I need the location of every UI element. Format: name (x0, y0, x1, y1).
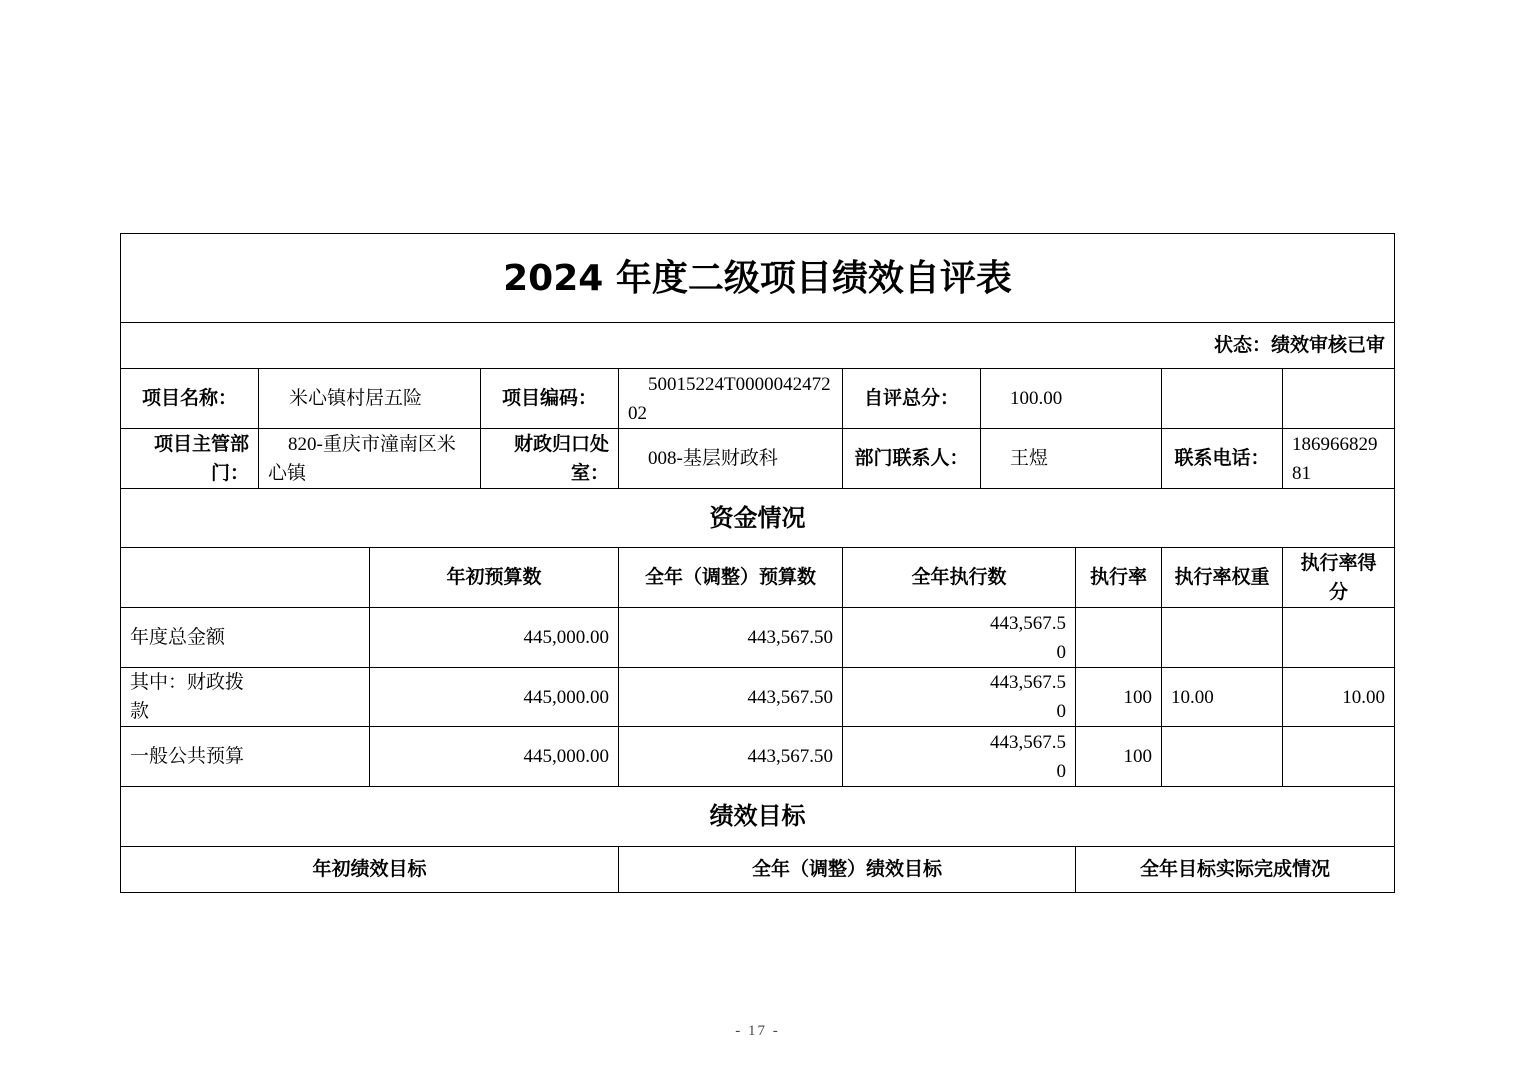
funds-row-executed: 443,567.50 (842, 607, 1076, 668)
funds-header-executed: 全年执行数 (842, 547, 1076, 608)
phone-label: 联系电话： (1161, 428, 1283, 489)
page-number: - 17 - (735, 1023, 780, 1039)
funds-row-score (1282, 726, 1395, 787)
funds-header-empty (120, 547, 370, 608)
funds-section-title: 资金情况 (120, 488, 1395, 548)
goals-header-adjusted: 全年（调整）绩效目标 (618, 846, 1076, 893)
self-score-label: 自评总分： (842, 368, 981, 429)
funds-header-initial: 年初预算数 (369, 547, 619, 608)
empty-cell (1161, 368, 1283, 429)
empty-cell (1282, 368, 1395, 429)
dept-label: 项目主管部门： (120, 428, 259, 489)
project-name-value: 米心镇村居五险 (258, 368, 481, 429)
funds-header-score: 执行率得分 (1282, 547, 1395, 608)
goals-header-actual: 全年目标实际完成情况 (1075, 846, 1395, 893)
project-name-label: 项目名称： (120, 368, 259, 429)
table-title: 2024 年度二级项目绩效自评表 (120, 233, 1395, 323)
performance-evaluation-table (120, 233, 1395, 893)
funds-row-executed: 443,567.50 (842, 667, 1076, 727)
goals-section-title: 绩效目标 (120, 786, 1395, 847)
funds-row-rate (1075, 607, 1162, 668)
funds-row-weight (1161, 726, 1283, 787)
funds-row-weight (1161, 607, 1283, 668)
funds-row-label: 一般公共预算 (120, 726, 370, 787)
funds-row-initial: 445,000.00 (369, 726, 619, 787)
funds-row-adjusted: 443,567.50 (618, 667, 843, 727)
funds-row-score (1282, 607, 1395, 668)
finance-office-value: 008-基层财政科 (618, 428, 843, 489)
goals-header-initial: 年初绩效目标 (120, 846, 619, 893)
funds-row-rate: 100 (1075, 726, 1162, 787)
funds-header-weight: 执行率权重 (1161, 547, 1283, 608)
funds-row-executed: 443,567.50 (842, 726, 1076, 787)
funds-row-label: 其中：财政拨款 (120, 667, 370, 727)
contact-label: 部门联系人： (842, 428, 981, 489)
funds-row-adjusted: 443,567.50 (618, 726, 843, 787)
contact-value: 王煜 (980, 428, 1162, 489)
self-score-value: 100.00 (980, 368, 1162, 429)
funds-row-initial: 445,000.00 (369, 607, 619, 668)
finance-office-label: 财政归口处室： (480, 428, 619, 489)
funds-row-rate: 100 (1075, 667, 1162, 727)
phone-value: 18696682981 (1282, 428, 1395, 489)
project-code-label: 项目编码： (480, 368, 619, 429)
dept-value: 820-重庆市潼南区米心镇 (258, 428, 481, 489)
project-code-value: 50015224T000004247202 (618, 368, 843, 429)
funds-header-rate: 执行率 (1075, 547, 1162, 608)
funds-header-adjusted: 全年（调整）预算数 (618, 547, 843, 608)
funds-row-weight: 10.00 (1161, 667, 1283, 727)
funds-row-adjusted: 443,567.50 (618, 607, 843, 668)
funds-row-score: 10.00 (1282, 667, 1395, 727)
funds-row-initial: 445,000.00 (369, 667, 619, 727)
funds-row-label: 年度总金额 (120, 607, 370, 668)
status-text: 状态：绩效审核已审 (120, 322, 1395, 369)
